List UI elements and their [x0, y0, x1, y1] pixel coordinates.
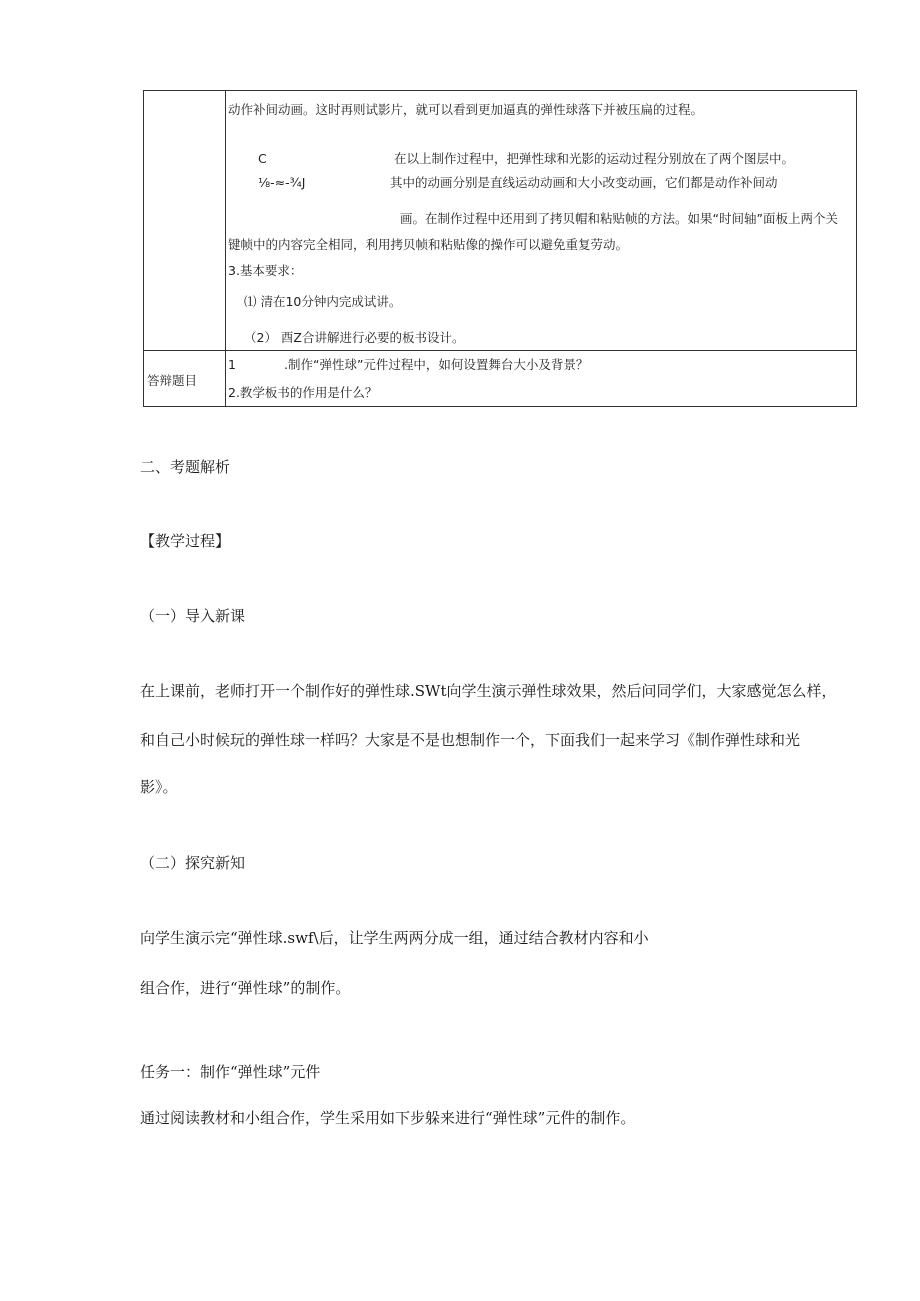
defense-question-1: .制作“弹性球”元件过程中，如何设置舞台大小及背景？: [284, 357, 589, 372]
part1-line-1: 在上课前，老师打开一个制作好的弹性球.SWt向学生演示弹性球效果，然后问同学们，大家感觉怎么样，: [140, 682, 837, 700]
exam-table: [143, 90, 857, 407]
requirements-heading: 3.基本要求：: [228, 263, 303, 278]
content-j-mark: ⅛-≈-¾J: [258, 175, 306, 190]
part1-line-3: 影》。: [140, 778, 178, 796]
table-column-divider: [225, 91, 226, 406]
defense-question-2: 2.教学板书的作用是什么？: [228, 385, 378, 400]
part2-line-1: 向学生演示完“弹性球.swf\后，让学生两两分成一组，通过结合教材内容和小: [140, 929, 649, 947]
table-row-divider: [144, 350, 856, 351]
task1-title: 任务一：制作“弹性球”元件: [140, 1063, 321, 1081]
defense-label: 答辩题目: [147, 373, 198, 388]
requirement-2: （2） 酉Z合讲解进行必要的板书设计。: [244, 330, 465, 345]
content-line-5: 键帧中的内容完全相同，利用拷贝帧和粘贴像的操作可以避免重复劳动。: [228, 237, 629, 252]
content-c-text: 在以上制作过程中，把弹性球和光影的运动过程分别放在了两个图层中。: [394, 151, 795, 166]
section-title: 二、考题解析: [140, 458, 231, 476]
requirement-1: ⑴ 清在10分钟内完成试讲。: [244, 294, 402, 309]
content-j-text: 其中的动画分别是直线运动动画和大小改变动画，它们都是动作补间动: [390, 175, 778, 190]
content-line-4: 画。在制作过程中还用到了拷贝帽和粘贴帧的方法。如果“时间轴”面板上两个关: [400, 211, 838, 226]
content-c-mark: C: [258, 151, 267, 166]
defense-question-1-number: 1: [228, 357, 236, 372]
part1-line-2: 和自己小时候玩的弹性球一样吗？大家是不是也想制作一个，下面我们一起来学习《制作弹性球和光: [140, 731, 801, 749]
part2-line-2: 组合作，进行“弹性球”的制作。: [140, 979, 351, 997]
task1-line-1: 通过阅读教材和小组合作，学生采用如下步躲来进行“弹性球”元件的制作。: [140, 1109, 636, 1127]
part1-title: （一）导入新课: [140, 607, 246, 625]
content-line-1: 动作补间动画。这时再则试影片，就可以看到更加逼真的弹性球落下并被压扁的过程。: [228, 102, 704, 117]
teaching-process-heading: 【教学过程】: [140, 532, 231, 550]
part2-title: （二）探究新知: [140, 854, 246, 872]
